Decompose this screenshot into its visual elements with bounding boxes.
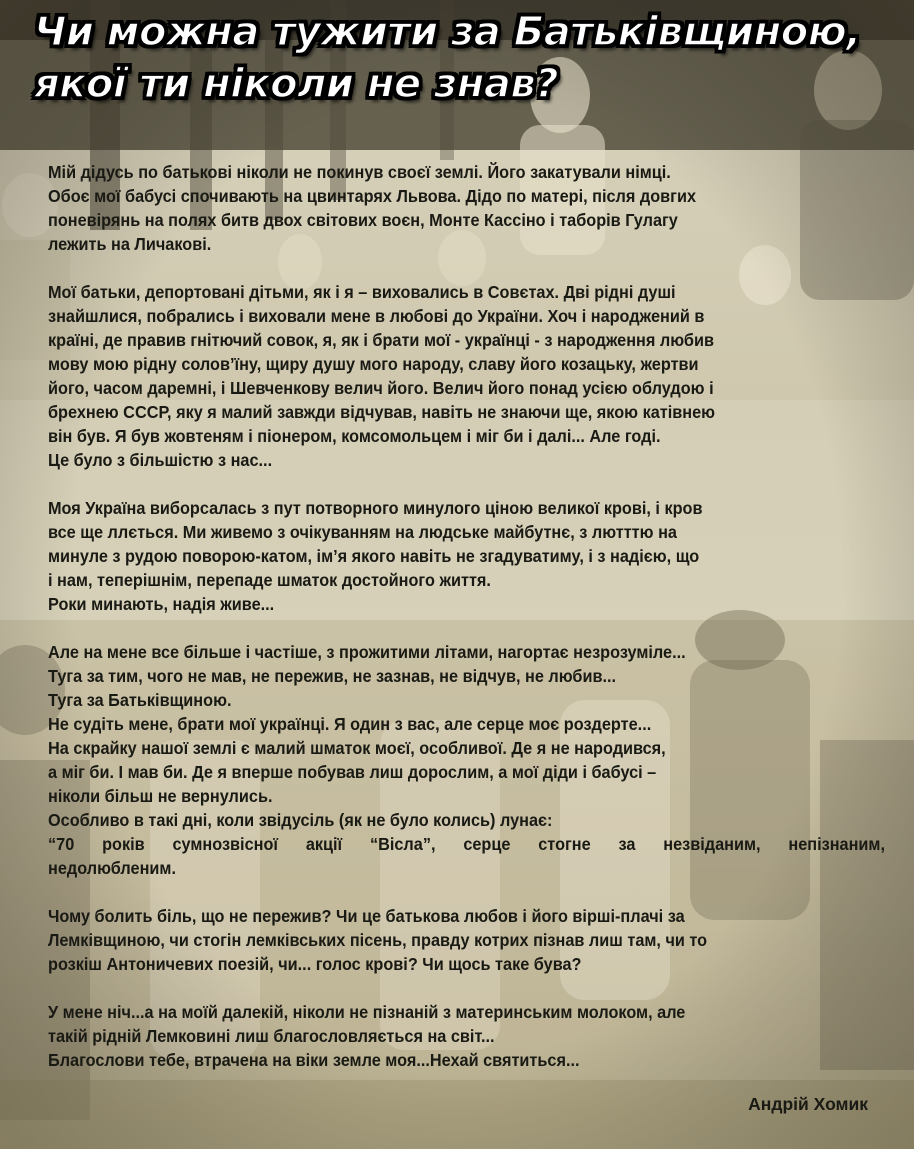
text-line: Благослови тебе, втрачена на віки земле моя...Нехай святиться... bbox=[48, 1050, 580, 1070]
author-signature: Андрій Хомик bbox=[748, 1094, 868, 1114]
text-line: Обоє мої бабусі спочивають на цвинтарях Львова. Дідо по матері, після довгих bbox=[48, 186, 697, 206]
text-line: Чому болить біль, що не пережив? Чи це батькова любов і його вірші-плачі за bbox=[48, 906, 685, 926]
text-line: Це було з більшістю з нас... bbox=[48, 450, 273, 470]
text-line: Але на мене все більше і частіше, з прожитими літами, нагортає незрозуміле... bbox=[48, 642, 686, 662]
text-line: брехнею СССР, яку я малий завжди відчував, навіть не знаючи ще, якою катівнею bbox=[48, 402, 716, 422]
article-body bbox=[48, 160, 885, 1096]
text-line: поневірянь на полях битв двох світових воєн, Монте Кассіно і таборів Гулагу bbox=[48, 210, 678, 230]
text-line: Лемківщиною, чи стогін лемківських пісень, правду котрих пізнав лиш там, чи то bbox=[48, 930, 708, 950]
headline bbox=[34, 6, 894, 110]
text-line: Туга за тим, чого не мав, не пережив, не зазнав, не відчув, не любив... bbox=[48, 666, 617, 686]
text-line: його, часом даремні, і Шевченкову велич його. Велич його понад усією облудою і bbox=[48, 378, 714, 398]
text-line: Мій дідусь по батькові ніколи не покинув своєї землі. Його закатували німці. bbox=[48, 162, 671, 182]
text-line: минуле з рудою поворою-катом, ім’я якого навіть не згадуватиму, і з надією, що bbox=[48, 546, 700, 566]
text-line: Особливо в такі дні, коли звідусіль (як не було колись) лунає: bbox=[48, 810, 553, 830]
paragraph-blessing bbox=[48, 1000, 829, 1072]
text-line: знайшлися, побрались і виховали мене в любові до України. Хоч і народжений в bbox=[48, 306, 705, 326]
paragraph-parents bbox=[48, 280, 829, 472]
text-line: Не судіть мене, брати мої українці. Я один з вас, але серце моє роздерте... bbox=[48, 714, 652, 734]
text-line: недолюбленим. bbox=[48, 858, 176, 878]
paragraph-longing bbox=[48, 640, 885, 880]
text-line: У мене ніч...а на моїй далекій, ніколи не пізнаній з материнським молоком, але bbox=[48, 1002, 686, 1022]
text-line: країні, де правив гнітючий совок, я, як і брати мої - українці - з народження любив bbox=[48, 330, 714, 350]
text-line: Туга за Батьківщиною. bbox=[48, 690, 232, 710]
text-line: лежить на Личакові. bbox=[48, 234, 212, 254]
text-line: і нам, теперішнім, перепаде шматок достойного життя. bbox=[48, 570, 491, 590]
paragraph-ukraine bbox=[48, 496, 829, 616]
text-line: ніколи більш не вернулись. bbox=[48, 786, 273, 806]
text-line: розкіш Антоничевих поезій, чи... голос крові? Чи щось таке бува? bbox=[48, 954, 582, 974]
text-line: Мої батьки, депортовані дітьми, як і я – виховались в Совєтах. Дві рідні душі bbox=[48, 282, 676, 302]
paragraph-grandparents bbox=[48, 160, 829, 256]
paragraph-pain bbox=[48, 904, 829, 976]
text-line: Моя Україна виборсалась з пут потворного минулого ціною великої крові, і кров bbox=[48, 498, 703, 518]
headline-line-1: Чи можна тужити за Батьківщиною, bbox=[34, 9, 861, 55]
text-line: він був. Я був жовтеням і піонером, комсомольцем і міг би і далі... Але годі. bbox=[48, 426, 661, 446]
headline-line-2: якої ти ніколи не знав? bbox=[34, 61, 558, 107]
text-line: Роки минають, надія живе... bbox=[48, 594, 275, 614]
text-line: все ще ллється. Ми живемо з очікуванням на людське майбутнє, з лютттю на bbox=[48, 522, 677, 542]
text-line: такій рідній Лемковині лиш благословляється на світ... bbox=[48, 1026, 495, 1046]
text-line: а міг би. І мав би. Де я вперше побував лиш дорослим, а мої діди і бабусі – bbox=[48, 762, 657, 782]
text-line: На скрайку нашої землі є малий шматок моєї, особливої. Де я не народився, bbox=[48, 738, 666, 758]
text-line: “70 років сумнозвісної акції “Вісла”, серце стогне за незвіданим, непізнаним, bbox=[48, 834, 885, 854]
text-line: мову мою рідну солов’їну, щиру душу мого народу, славу його козацьку, жертви bbox=[48, 354, 699, 374]
